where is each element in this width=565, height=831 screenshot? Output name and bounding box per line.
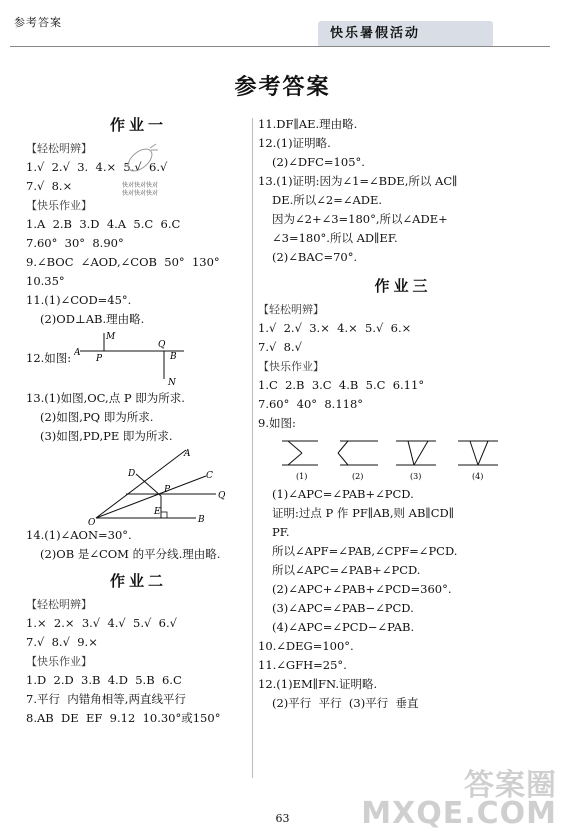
answer-line: 9.∠BOC ∠AOD,∠COB 50° 130° [26,255,220,269]
section-tag: 【快乐作业】 [258,360,324,373]
page-title: 参考答案 [234,74,331,100]
label-D: D [128,469,136,479]
answer-line: 13.(1)证明:因为∠1=∠BDE,所以 AC∥ [258,174,458,188]
section-heading: 作业一 [109,116,167,134]
label-M: M [106,332,116,342]
right-column [258,115,548,713]
answer-line: 1.D 2.D 3.B 4.D 5.B 6.C [26,673,182,687]
answer-line: 9.如图: [258,416,296,430]
answer-line: 所以∠APF=∠PAB,∠CPF=∠PCD. [272,544,458,558]
label-E: E [154,507,161,517]
label-B: B [170,352,177,362]
answer-line: PF. [272,525,290,539]
answer-line: 13.(1)如图,OC,点 P 即为所求. [26,391,185,405]
answer-line: 7.60° 40° 8.118° [258,397,364,411]
label-Q: Q [158,340,166,350]
figure-12-row [26,329,251,389]
header-banner: 快乐暑假活动 [318,21,493,47]
stamp-text: 快对快对快对 快对快对快对 [122,182,159,197]
answer-line: 11.DF∥AE.理由略. [258,117,358,131]
answer-line: (1)∠APC=∠PAB+∠PCD. [272,487,414,501]
caption-1: (1) [296,472,308,481]
answer-line: 8.AB DE EF 9.12 10.30°或150° [26,711,221,725]
label-N: N [168,378,176,388]
answer-line: 11.∠GFH=25°. [258,658,347,672]
answer-line: 10.35° [26,274,65,288]
caption-3: (3) [410,472,422,481]
answer-line: (3)∠APC=∠PAB−∠PCD. [272,601,414,615]
answer-line: 1.√ 2.√ 3.× 4.× 5.√ 6.× [258,321,412,335]
section-tag: 【轻松明辨】 [26,142,92,155]
label-P: P [164,485,171,495]
figure-12 [74,329,194,389]
answer-line: (2)∠BAC=70°. [272,250,358,264]
label-A: A [184,449,191,459]
answer-line: 7.√ 8.√ [258,340,302,354]
section-tag: 【轻松明辨】 [26,598,92,611]
answer-line: (2)平行 平行 (3)平行 垂直 [272,696,419,710]
answer-line: 14.(1)∠AON=30°. [26,528,132,542]
section-heading: 作业三 [374,277,432,295]
section-tag: 【快乐作业】 [26,199,92,212]
answer-line: 1.× 2.× 3.√ 4.√ 5.√ 6.√ [26,616,177,630]
answer-line: (2)∠APC+∠PAB+∠PCD=360°. [272,582,452,596]
answer-line: (2)OD⊥AB.理由略. [40,312,145,326]
section-tag: 【快乐作业】 [26,655,92,668]
page-number: 63 [275,812,290,825]
answer-line: 12.(1)EM∥FN.证明略. [258,677,378,691]
watermark: 答案圈 MXQE.COM [361,768,557,831]
answer-line: 1.A 2.B 3.D 4.A 5.C 6.C [26,217,181,231]
label-Q: Q [218,491,226,501]
header-left: 参考答案 [14,16,62,29]
label-A: A [74,348,81,358]
caption-4: (4) [472,472,484,481]
label-B: B [198,515,205,525]
section-tag: 【轻松明辨】 [258,303,324,316]
answer-line: 证明:过点 P 作 PF∥AB,则 AB∥CD∥ [272,506,455,520]
header-rule [10,46,550,47]
left-column [26,110,251,728]
figure-9 [278,433,518,485]
answer-line: (2)∠DFC=105°. [272,155,365,169]
answer-line: (2)如图,PQ 即为所求. [40,410,154,424]
figure-13 [66,446,276,526]
answer-line: DE.所以∠2=∠ADE. [272,193,383,207]
answer-line: 7.60° 30° 8.90° [26,236,124,250]
label-O: O [88,518,96,526]
answer-line: 7.√ 8.× [26,179,73,193]
answer-line: 1.C 2.B 3.C 4.B 5.C 6.11° [258,378,425,392]
answer-line: (2)OB 是∠COM 的平分线.理由略. [40,547,221,561]
label-P: P [96,354,103,364]
answer-line: 所以∠APC=∠PAB+∠PCD. [272,563,421,577]
answer-line: 10.∠DEG=100°. [258,639,354,653]
answer-line: 因为∠2+∠3=180°,所以∠ADE+ [272,212,448,226]
answer-line: 12.(1)证明略. [258,136,331,150]
label-C: C [206,471,213,481]
answer-line: ∠3=180°.所以 AD∥EF. [272,231,398,245]
answer-line: 7.√ 8.√ 9.× [26,635,98,649]
caption-2: (2) [352,472,364,481]
answer-line: 7.平行 内错角相等,两直线平行 [26,692,186,706]
answer-line: (4)∠APC=∠PCD−∠PAB. [272,620,415,634]
section-heading: 作业二 [109,572,167,590]
answer-line: (3)如图,PD,PE 即为所求. [40,429,173,443]
answer-line: 12.如图: [26,351,72,365]
answer-line: 11.(1)∠COD=45°. [26,293,132,307]
answer-line: 1.√ 2.√ 3. 4.× 5.√ 6.√ [26,160,168,174]
